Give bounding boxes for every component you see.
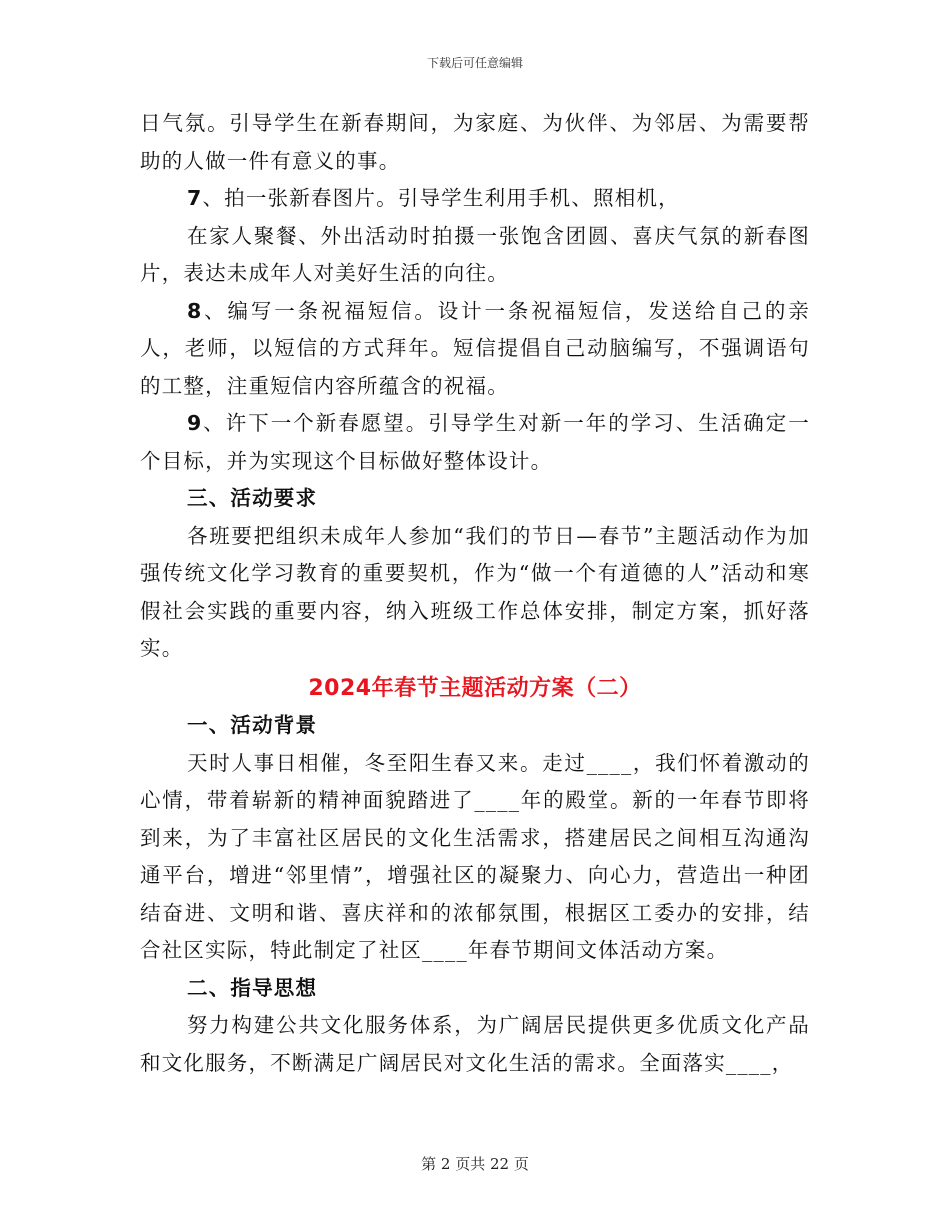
item-number: 7 <box>187 186 203 210</box>
item-number: 8 <box>187 298 203 323</box>
item-number: 9 <box>187 411 203 435</box>
page-header: 下载后可任意编辑 <box>426 56 523 70</box>
list-item-7 <box>140 180 810 218</box>
item-text: 、编写一条祝福短信。设计一条祝福短信，发送给自己的亲人，老师，以短信的方式拜年。短信提倡自己动脑编写，不强调语句的工整，注重短信内容所蕴含的祝福。 <box>140 298 810 398</box>
item-text: 、拍一张新春图片。引导学生利用手机、照相机， <box>202 186 680 210</box>
heading-background: 一、活动背景 <box>187 713 318 737</box>
paragraph: 在家人聚餐、外出活动时拍摄一张饱含团圆、喜庆气氛的新春图片，表达未成年人对美好生活的向往。 <box>140 223 810 285</box>
heading-guiding-ideology: 二、指导思想 <box>187 975 318 1000</box>
heading-requirements: 三、活动要求 <box>187 486 318 510</box>
document-body <box>140 105 810 1082</box>
paragraph: 努力构建公共文化服务体系，为广阔居民提供更多优质文化产品和文化服务，不断满足广阔居民对文化生活的需求。全面落实____， <box>140 1013 810 1075</box>
list-item-8 <box>140 293 810 406</box>
paragraph: 日气氛。引导学生在新春期间，为家庭、为伙伴、为邻居、为需要帮助的人做一件有意义的事。 <box>140 111 810 173</box>
paragraph: 各班要把组织未成年人参加“我们的节日—春节”主题活动作为加强传统文化学习教育的重要契机，作为“做一个有道德的人”活动和寒假社会实践的重要内容，纳入班级工作总体安排，制定方案，抓好落实。 <box>140 523 810 660</box>
list-item-9 <box>140 405 810 480</box>
section-title: 2024年春节主题活动方案（二） <box>308 675 642 701</box>
paragraph: 天时人事日相催，冬至阳生春又来。走过____，我们怀着激动的心情，带着崭新的精神面貌踏进了____年的殿堂。新的一年春节即将到来，为了丰富社区居民的文化生活需求，搭建居民之间相互沟通沟通平台，增进“邻里情”，增强社区的凝聚力、向心力，营造出一种团结奋进、文明和谐、喜庆祥和的浓郁氛围，根据区工委办的安排，结合社区实际，特此制定了社区____年春节期间文体活动方案。 <box>140 750 810 962</box>
item-text: 、许下一个新春愿望。引导学生对新一年的学习、生活确定一个目标，并为实现这个目标做好整体设计。 <box>140 411 810 473</box>
page-number: 第 2 页共 22 页 <box>421 1155 529 1173</box>
